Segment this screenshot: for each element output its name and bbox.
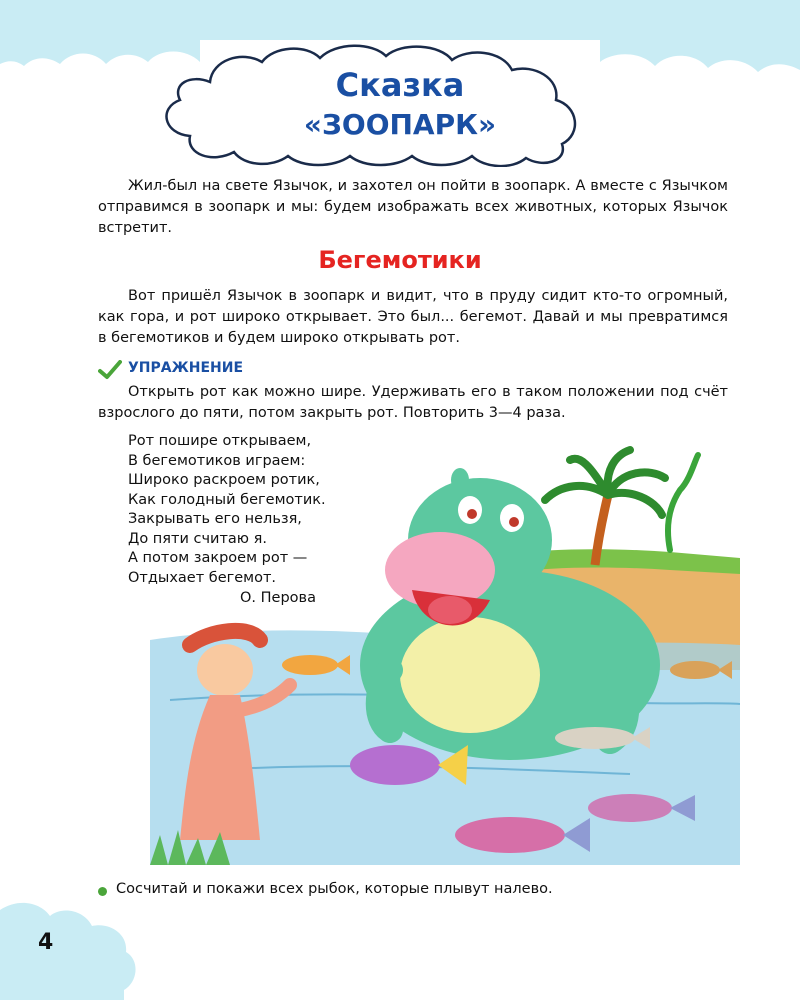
- section-title: Бегемотики: [318, 246, 482, 274]
- poem-author: О. Перова: [240, 590, 316, 606]
- poem: [128, 432, 358, 588]
- poem-line: Широко раскроем ротик,: [128, 472, 320, 488]
- poem-line: До пяти считаю я.: [128, 530, 267, 547]
- poem-line: Как голодный бегемотик.: [128, 491, 326, 508]
- page-subtitle: «ЗООПАРК»: [303, 108, 497, 141]
- intro-paragraph: Жил-был на свете Язычок, и захотел он пойти в зоопарк. А вместе с Язычком отправимся в зоопарк и мы: будем изображать всех животных, которых Язычок встретит.: [98, 178, 728, 236]
- poem-line: Закрывать его нельзя,: [128, 511, 302, 527]
- page-title: Сказка: [335, 66, 465, 104]
- poem-line: Отдыхает бегемот.: [128, 569, 277, 586]
- poem-line: В бегемотиков играем:: [128, 452, 306, 469]
- exercise-paragraph: Открыть рот как можно шире. Удерживать его в таком положении под счёт взрослого до пяти, потом закрыть рот. Повторить 3—4 раза.: [98, 384, 728, 421]
- section-paragraph: Вот пришёл Язычок в зоопарк и видит, что в пруду сидит кто-то огромный, как гора, и рот широко открывает. Это был... бегемот. Давай и мы превратимся в бегемотиков и будем широко открывать рот.: [98, 288, 728, 346]
- exercise-label: УПРАЖНЕНИЕ: [128, 360, 244, 376]
- title-cloud: [150, 42, 590, 167]
- bottom-cloud-decoration: [0, 890, 140, 1000]
- poem-line: А потом закроем рот —: [128, 550, 308, 566]
- task-text: Сосчитай и покажи всех рыбок, которые плывут налево.: [116, 881, 553, 897]
- poem-line: Рот пошире открываем,: [128, 433, 312, 449]
- check-icon: [98, 360, 122, 380]
- page-number: 4: [38, 930, 54, 955]
